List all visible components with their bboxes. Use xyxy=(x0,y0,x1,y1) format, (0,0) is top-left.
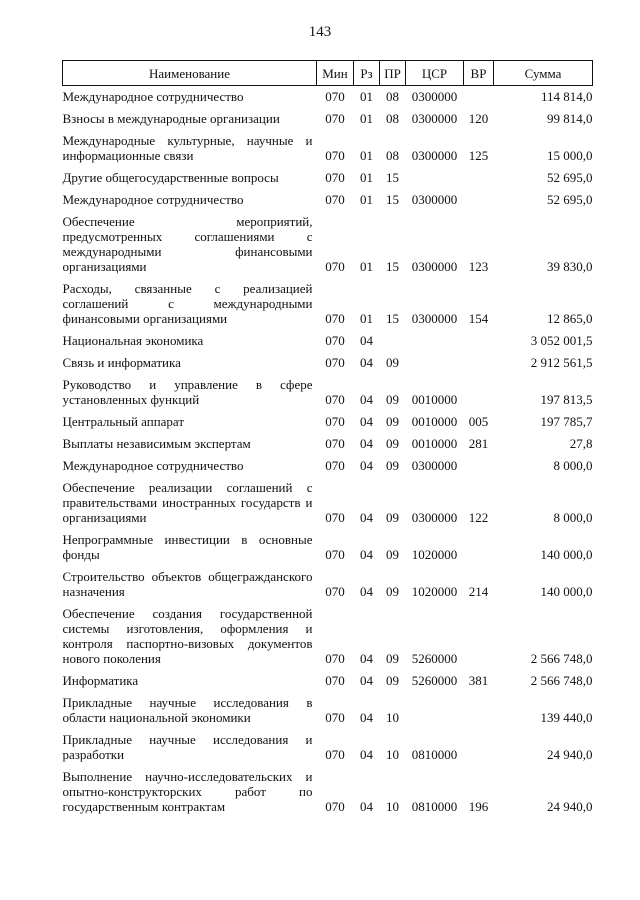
table-row xyxy=(63,411,593,433)
table-row xyxy=(63,433,593,455)
cell-vr: 196 xyxy=(468,799,489,814)
cell-rz: 04 xyxy=(360,436,373,451)
cell-sum: 52 695,0 xyxy=(547,192,593,207)
cell-csr xyxy=(406,352,464,374)
cell-pr: 08 xyxy=(386,148,399,163)
table-row xyxy=(63,167,593,189)
cell-vr xyxy=(464,692,494,729)
cell-csr: 0010000 xyxy=(411,414,458,429)
table-row xyxy=(63,566,593,603)
cell-csr: 0810000 xyxy=(411,799,458,814)
table-body xyxy=(63,86,593,819)
cell-rz: 04 xyxy=(360,584,373,599)
cell-vr: 381 xyxy=(468,673,489,688)
cell-pr: 10 xyxy=(386,799,399,814)
header-vr: ВР xyxy=(464,61,494,86)
cell-name: Выполнение научно-исследовательских и опытно-конструкторских работ по государственным контрактам xyxy=(62,769,313,814)
cell-vr: 122 xyxy=(468,510,489,525)
cell-min: 070 xyxy=(325,355,345,370)
table-row xyxy=(63,529,593,566)
cell-vr xyxy=(464,86,494,109)
cell-csr: 5260000 xyxy=(411,673,458,688)
cell-sum: 8 000,0 xyxy=(553,510,593,525)
cell-pr xyxy=(380,330,406,352)
cell-pr: 09 xyxy=(386,673,399,688)
cell-csr: 0300000 xyxy=(411,311,458,326)
cell-name: Прикладные научные исследования в области национальной экономики xyxy=(62,695,313,725)
cell-rz: 04 xyxy=(360,799,373,814)
cell-rz: 04 xyxy=(360,458,373,473)
cell-sum: 99 814,0 xyxy=(547,111,593,126)
cell-min: 070 xyxy=(325,170,345,185)
cell-name: Прикладные научные исследования и разработки xyxy=(62,732,313,762)
cell-rz: 01 xyxy=(360,89,373,104)
cell-csr: 1020000 xyxy=(411,547,458,562)
cell-name: Международные культурные, научные и информационные связи xyxy=(62,133,313,163)
cell-name: Взносы в международные организации xyxy=(62,111,280,126)
header-sum: Сумма xyxy=(494,61,593,86)
cell-min: 070 xyxy=(325,747,345,762)
cell-min: 070 xyxy=(325,547,345,562)
header-csr: ЦСР xyxy=(406,61,464,86)
cell-min: 070 xyxy=(325,673,345,688)
cell-min: 070 xyxy=(325,458,345,473)
cell-min: 070 xyxy=(325,148,345,163)
table-row xyxy=(63,670,593,692)
cell-pr: 08 xyxy=(386,89,399,104)
cell-sum: 27,8 xyxy=(569,436,593,451)
cell-name: Другие общегосударственные вопросы xyxy=(62,170,279,185)
cell-sum: 139 440,0 xyxy=(540,710,593,725)
cell-min: 070 xyxy=(325,584,345,599)
cell-vr xyxy=(464,455,494,477)
cell-rz: 04 xyxy=(360,673,373,688)
table-row xyxy=(63,766,593,818)
cell-vr xyxy=(464,729,494,766)
cell-min: 070 xyxy=(325,510,345,525)
cell-pr: 09 xyxy=(386,355,399,370)
cell-min: 070 xyxy=(325,392,345,407)
cell-vr: 123 xyxy=(468,259,489,274)
cell-sum: 52 695,0 xyxy=(547,170,593,185)
page-number: 143 xyxy=(308,24,332,40)
cell-min: 070 xyxy=(325,414,345,429)
cell-pr: 10 xyxy=(386,710,399,725)
cell-rz: 04 xyxy=(360,414,373,429)
cell-rz: 04 xyxy=(360,333,373,348)
cell-min: 070 xyxy=(325,333,345,348)
cell-vr xyxy=(464,374,494,411)
cell-vr: 120 xyxy=(468,111,489,126)
cell-min: 070 xyxy=(325,259,345,274)
cell-pr: 15 xyxy=(386,170,399,185)
cell-min: 070 xyxy=(325,192,345,207)
cell-min: 070 xyxy=(325,89,345,104)
cell-name: Информатика xyxy=(62,673,139,688)
cell-min: 070 xyxy=(325,111,345,126)
cell-name: Обеспечение мероприятий, предусмотренных соглашениями с международными финансовыми организациями xyxy=(62,214,313,274)
cell-vr xyxy=(464,352,494,374)
table-row xyxy=(63,603,593,670)
cell-sum: 12 865,0 xyxy=(547,311,593,326)
cell-csr: 0010000 xyxy=(411,436,458,451)
cell-name: Расходы, связанные с реализацией соглашений с международными финансовыми организациями xyxy=(62,281,313,326)
table-row xyxy=(63,455,593,477)
header-name: Наименование xyxy=(63,61,317,86)
cell-pr: 08 xyxy=(386,111,399,126)
cell-name: Выплаты независимым экспертам xyxy=(62,436,251,451)
table-row xyxy=(63,108,593,130)
cell-sum: 197 813,5 xyxy=(540,392,593,407)
cell-pr: 09 xyxy=(386,584,399,599)
cell-vr xyxy=(464,603,494,670)
cell-min: 070 xyxy=(325,710,345,725)
cell-name: Международное сотрудничество xyxy=(62,89,244,104)
cell-sum: 2 566 748,0 xyxy=(530,673,593,688)
cell-csr: 0300000 xyxy=(411,111,458,126)
cell-pr: 15 xyxy=(386,259,399,274)
cell-min: 070 xyxy=(325,651,345,666)
cell-csr: 0300000 xyxy=(411,148,458,163)
cell-rz: 04 xyxy=(360,392,373,407)
cell-pr: 15 xyxy=(386,311,399,326)
cell-csr: 0300000 xyxy=(411,458,458,473)
cell-csr xyxy=(406,692,464,729)
cell-rz: 04 xyxy=(360,651,373,666)
cell-pr: 09 xyxy=(386,547,399,562)
cell-sum: 8 000,0 xyxy=(553,458,593,473)
cell-name: Международное сотрудничество xyxy=(62,192,244,207)
cell-pr: 09 xyxy=(386,651,399,666)
cell-name: Связь и информатика xyxy=(62,355,181,370)
cell-sum: 3 052 001,5 xyxy=(530,333,593,348)
cell-vr xyxy=(464,529,494,566)
cell-name: Непрограммные инвестиции в основные фонды xyxy=(62,532,313,562)
cell-name: Руководство и управление в сфере установленных функций xyxy=(62,377,313,407)
cell-sum: 197 785,7 xyxy=(540,414,593,429)
cell-csr xyxy=(406,167,464,189)
cell-sum: 39 830,0 xyxy=(547,259,593,274)
table-row xyxy=(63,477,593,529)
cell-csr: 0300000 xyxy=(411,510,458,525)
table-row xyxy=(63,692,593,729)
cell-vr: 281 xyxy=(468,436,489,451)
cell-sum: 2 566 748,0 xyxy=(530,651,593,666)
table-row xyxy=(63,130,593,167)
table-row xyxy=(63,330,593,352)
cell-sum: 24 940,0 xyxy=(547,747,593,762)
cell-pr: 09 xyxy=(386,458,399,473)
cell-name: Национальная экономика xyxy=(62,333,204,348)
cell-csr xyxy=(406,330,464,352)
cell-csr: 5260000 xyxy=(411,651,458,666)
cell-rz: 01 xyxy=(360,111,373,126)
cell-vr xyxy=(464,330,494,352)
cell-vr xyxy=(464,189,494,211)
cell-rz: 04 xyxy=(360,510,373,525)
cell-vr: 005 xyxy=(468,414,489,429)
cell-vr: 125 xyxy=(468,148,489,163)
cell-pr: 09 xyxy=(386,510,399,525)
header-min: Мин xyxy=(317,61,354,86)
cell-sum: 114 814,0 xyxy=(540,89,593,104)
cell-pr: 15 xyxy=(386,192,399,207)
cell-sum: 24 940,0 xyxy=(547,799,593,814)
table-row xyxy=(63,86,593,109)
cell-rz: 01 xyxy=(360,192,373,207)
cell-rz: 04 xyxy=(360,355,373,370)
cell-sum: 15 000,0 xyxy=(547,148,593,163)
table-row xyxy=(63,374,593,411)
header-pr: ПР xyxy=(380,61,406,86)
cell-min: 070 xyxy=(325,436,345,451)
cell-name: Центральный аппарат xyxy=(62,414,185,429)
table-row xyxy=(63,729,593,766)
cell-rz: 01 xyxy=(360,311,373,326)
cell-csr: 0810000 xyxy=(411,747,458,762)
table-row xyxy=(63,352,593,374)
cell-csr: 0010000 xyxy=(411,392,458,407)
table-row xyxy=(63,278,593,330)
cell-name: Строительство объектов общегражданского назначения xyxy=(62,569,313,599)
table-row xyxy=(63,211,593,278)
cell-vr: 214 xyxy=(468,584,489,599)
cell-name: Обеспечение создания государственной системы изготовления, оформления и контроля паспортно-визовых документов нового поколения xyxy=(62,606,313,666)
cell-csr: 1020000 xyxy=(411,584,458,599)
cell-min: 070 xyxy=(325,311,345,326)
cell-rz: 01 xyxy=(360,259,373,274)
cell-pr: 09 xyxy=(386,414,399,429)
cell-pr: 10 xyxy=(386,747,399,762)
cell-rz: 04 xyxy=(360,547,373,562)
cell-sum: 140 000,0 xyxy=(540,584,593,599)
cell-rz: 04 xyxy=(360,710,373,725)
cell-rz: 04 xyxy=(360,747,373,762)
table-row xyxy=(63,189,593,211)
cell-vr: 154 xyxy=(468,311,489,326)
cell-pr: 09 xyxy=(386,436,399,451)
table-header-row xyxy=(63,61,593,86)
cell-name: Международное сотрудничество xyxy=(62,458,244,473)
cell-rz: 01 xyxy=(360,148,373,163)
cell-csr: 0300000 xyxy=(411,259,458,274)
cell-pr: 09 xyxy=(386,392,399,407)
cell-name: Обеспечение реализации соглашений с правительствами иностранных государств и организациями xyxy=(62,480,313,525)
cell-min: 070 xyxy=(325,799,345,814)
header-rz: Рз xyxy=(354,61,380,86)
cell-vr xyxy=(464,167,494,189)
cell-sum: 140 000,0 xyxy=(540,547,593,562)
cell-rz: 01 xyxy=(360,170,373,185)
budget-table xyxy=(62,60,593,818)
cell-csr: 0300000 xyxy=(411,89,458,104)
cell-sum: 2 912 561,5 xyxy=(530,355,593,370)
cell-csr: 0300000 xyxy=(411,192,458,207)
